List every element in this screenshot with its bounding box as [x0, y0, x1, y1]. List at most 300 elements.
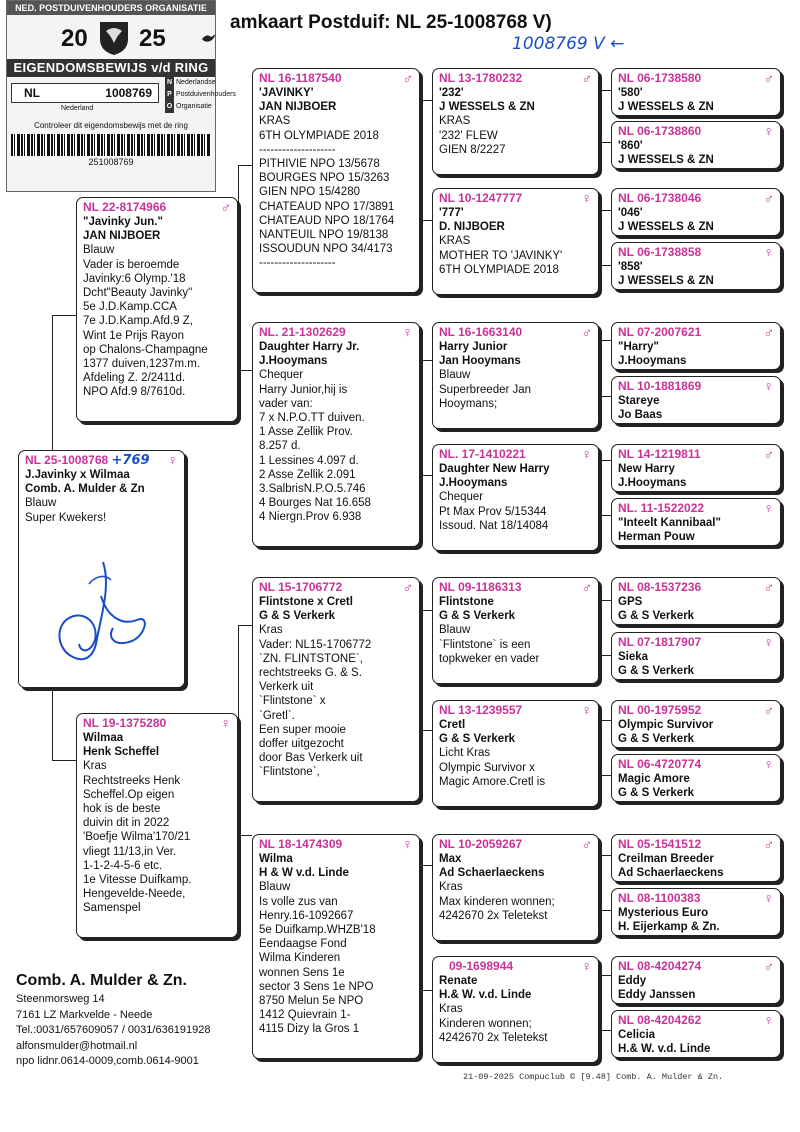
pigeon-detail-line: H & W v.d. Linde: [259, 867, 349, 880]
pigeon-detail-line: Celicia: [618, 1029, 656, 1041]
pigeon-detail-line: Javinky:6 Olymp.'18: [83, 272, 186, 285]
pedigree-connector: [601, 340, 602, 396]
pigeon-detail-line: JAN NIJBOER: [83, 230, 161, 243]
pedigree-connector: [238, 165, 239, 370]
ring-number: NL 08-4204274: [618, 959, 702, 973]
pedigree-connector: [601, 90, 611, 91]
male-icon: ♂: [763, 836, 774, 852]
pigeon-detail-line: '046': [618, 207, 643, 219]
ring-number: NL 10-2059267: [439, 837, 523, 851]
pigeon-detail-line: J WESSELS & ZN: [618, 101, 714, 114]
pigeon-card-g4-7[interactable]: [432, 834, 599, 941]
pigeon-detail-line: G & S Verkerk: [618, 665, 695, 678]
pedigree-connector: [601, 210, 611, 211]
pedigree-connector: [422, 730, 432, 731]
female-icon: ♀: [763, 634, 774, 650]
ring-number: NL 09-1186313: [439, 580, 522, 594]
pigeon-detail-line: 1 Asse Zellik Prov.: [259, 426, 353, 439]
barcode: [11, 134, 211, 156]
pigeon-card-g5-7[interactable]: [611, 444, 781, 492]
pedigree-connector: [238, 370, 252, 371]
pedigree-connector: [601, 142, 611, 143]
pigeon-detail-line: CHATEAUD NPO 18/1764: [259, 214, 395, 227]
pigeon-detail-line: sector 3 Sens 1e NPO: [259, 980, 374, 993]
ring-number: NL 06-1738858: [618, 245, 702, 259]
pigeon-card-g4-8[interactable]: [432, 956, 599, 1063]
ring-number: NL 16-1663140: [439, 325, 523, 339]
pigeon-card-g5-2[interactable]: [611, 121, 781, 169]
pigeon-name: J.Javinky x Wilmaa: [25, 469, 130, 481]
pigeon-detail-line: Stareye: [618, 395, 660, 407]
pigeon-detail-line: 4115 Dizy la Gros 1: [259, 1023, 360, 1036]
pedigree-connector: [601, 90, 602, 142]
pigeon-detail-line: hok is de beste: [83, 803, 161, 816]
male-icon: ♂: [763, 958, 774, 974]
male-icon: ♂: [763, 702, 774, 718]
pigeon-detail-line: Hooymans;: [439, 397, 498, 410]
pigeon-card-sire[interactable]: [76, 197, 238, 422]
pigeon-card-g5-8[interactable]: [611, 498, 781, 546]
ring-number: NL 08-1537236: [618, 580, 702, 594]
pigeon-detail-line: wonnen Sens 1e: [259, 966, 345, 979]
male-icon: ♂: [763, 70, 774, 86]
pigeon-detail-line: Blauw: [259, 881, 291, 894]
pedigree-connector: [422, 865, 423, 990]
pigeon-detail-line: GPS: [618, 596, 643, 608]
pigeon-detail-line: Wint 1e Prijs Rayon: [83, 329, 184, 342]
pigeon-detail-line: op Chalons-Champagne: [83, 343, 208, 356]
pedigree-connector: [601, 655, 611, 656]
ring-number: 09-1698944: [449, 959, 514, 973]
pigeon-detail-line: Een super mooie: [259, 723, 346, 736]
pedigree-connector: [422, 610, 423, 730]
ownership-certificate: [6, 0, 236, 192]
pigeon-detail-line: door Bas Verkerk uit: [259, 752, 363, 765]
pigeon-detail-line: 'JAVINKY': [259, 87, 314, 99]
pigeon-owner: Comb. A. Mulder & Zn: [25, 483, 145, 496]
ring-number: NL 10-1247777: [439, 191, 523, 205]
ring-number: NL 08-4204262: [618, 1013, 702, 1027]
pigeon-color: Blauw: [25, 497, 57, 510]
pigeon-detail-line: Daughter New Harry: [439, 463, 550, 475]
pigeon-detail-line: Chequer: [439, 491, 484, 504]
pigeon-card-g4-5[interactable]: [432, 577, 599, 684]
pigeon-card-g5-15[interactable]: [611, 956, 781, 1004]
pedigree-connector: [422, 360, 432, 361]
female-icon: ♀: [763, 756, 774, 772]
pigeon-detail-line: Pt Max Prov 5/15344: [439, 505, 547, 518]
pigeon-detail-line: 4 Niergn.Prov 6.938: [259, 511, 362, 524]
ring-number: NL 06-1738046: [618, 191, 702, 205]
pigeon-detail-line: `Flintstone`,: [259, 766, 320, 779]
pigeon-detail-line: Vader is beroemde: [83, 258, 180, 271]
pigeon-detail-line: Harry Junior: [439, 341, 508, 353]
female-icon: ♀: [402, 836, 413, 852]
male-icon: ♂: [402, 579, 413, 595]
pedigree-connector: [601, 720, 611, 721]
ring-number: NL 14-1219811: [618, 447, 701, 461]
pigeon-detail-line: 1-1-2-4-5-6 etc.: [83, 859, 163, 872]
pigeon-detail-line: Olympic Survivor: [618, 719, 714, 731]
pedigree-connector: [601, 340, 611, 341]
pigeon-detail-line: Kras: [83, 760, 107, 773]
pigeon-card-granddam-sire[interactable]: [252, 322, 420, 547]
pigeon-detail-line: Max kinderen wonnen;: [439, 895, 555, 908]
female-icon: ♀: [402, 324, 413, 340]
pedigree-connector: [422, 990, 432, 991]
pigeon-detail-line: Renate: [439, 975, 478, 987]
pigeon-detail-line: Olympic Survivor x: [439, 761, 535, 774]
pigeon-detail-line: `ZN. FLINTSTONE`,: [259, 652, 363, 665]
pigeon-detail-line: Rechtstreeks Henk: [83, 774, 181, 787]
breeder-info: [16, 970, 211, 1070]
pigeon-card-g4-1[interactable]: [432, 68, 599, 175]
pigeon-card-subject[interactable]: [18, 450, 185, 688]
pedigree-connector: [601, 265, 611, 266]
dove-icon: [201, 31, 217, 49]
pigeon-detail-line: '232': [439, 87, 464, 99]
pigeon-card-g5-1[interactable]: [611, 68, 781, 116]
male-icon: ♂: [402, 70, 413, 86]
pigeon-detail-line: D. NIJBOER: [439, 221, 505, 234]
pigeon-detail-line: G & S Verkerk: [259, 610, 336, 623]
female-icon: ♀: [763, 244, 774, 260]
pedigree-connector: [601, 1030, 611, 1031]
pedigree-connector: [422, 100, 432, 101]
pigeon-detail-line: J.Hooymans: [618, 477, 687, 490]
pedigree-connector: [601, 720, 602, 775]
pedigree-connector: [601, 975, 611, 976]
pigeon-card-g5-11[interactable]: [611, 700, 781, 748]
pigeon-detail-line: J WESSELS & ZN: [618, 221, 714, 234]
pigeon-detail-line: G & S Verkerk: [618, 733, 695, 746]
pigeon-card-g4-2[interactable]: [432, 188, 599, 295]
pigeon-detail-line: Blauw: [83, 244, 115, 257]
pigeon-detail-line: 6TH OLYMPIADE 2018: [439, 263, 559, 276]
male-icon: ♂: [581, 579, 592, 595]
pigeon-detail-line: Sieka: [618, 651, 649, 663]
signature-icon: [41, 556, 161, 676]
female-icon: ♀: [581, 446, 592, 462]
ring-number: NL 13-1780232: [439, 71, 523, 85]
pigeon-detail-line: "Inteelt Kannibaal": [618, 517, 721, 529]
female-icon: ♀: [581, 190, 592, 206]
pigeon-detail-line: Blauw: [439, 624, 471, 637]
female-icon: ♀: [763, 890, 774, 906]
pigeon-detail-line: Cretl: [439, 719, 466, 731]
pigeon-detail-line: Scheffel.Op eigen: [83, 788, 175, 801]
pedigree-connector: [422, 360, 423, 475]
ring-number: NL 07-1817907: [618, 635, 702, 649]
pigeon-detail-line: doffer uitgezocht: [259, 738, 344, 751]
pigeon-detail-line: Verkerk uit: [259, 681, 314, 694]
ring-number: NL 00-1975952: [618, 703, 702, 717]
pigeon-detail-line: '858': [618, 261, 643, 273]
pigeon-card-g5-6[interactable]: [611, 376, 781, 424]
male-icon: ♂: [581, 836, 592, 852]
pigeon-detail-line: 3.SalbrisN.P.O.5.746: [259, 483, 366, 496]
pigeon-detail-line: J.Hooymans: [439, 477, 508, 490]
pigeon-detail-line: 8.257 d.: [259, 440, 301, 453]
pigeon-detail-line: BOURGES NPO 15/3263: [259, 172, 390, 185]
pigeon-detail-line: 1377 duiven,1237m.m.: [83, 358, 200, 371]
pigeon-card-grandsire-sire[interactable]: [252, 68, 420, 293]
pigeon-card-g5-4[interactable]: [611, 242, 781, 290]
pedigree-connector: [601, 855, 602, 910]
pigeon-card-g5-9[interactable]: [611, 577, 781, 625]
pedigree-connector: [52, 315, 53, 465]
cert-title: EIGENDOMSBEWIJS v/d RING: [7, 59, 215, 77]
pedigree-connector: [601, 975, 602, 1030]
pigeon-detail-line: Kras: [439, 881, 463, 894]
ring-number: NL. 21-1302629: [259, 325, 346, 339]
pigeon-detail-line: '860': [618, 140, 643, 152]
crest-icon: [97, 19, 131, 62]
pigeon-detail-line: vader van:: [259, 397, 313, 410]
pigeon-card-dam[interactable]: [76, 713, 238, 938]
pigeon-detail-line: `Flintstone` x: [259, 695, 326, 708]
pigeon-detail-line: G & S Verkerk: [618, 610, 695, 623]
ring-number: NL 05-1541512: [618, 837, 702, 851]
pigeon-detail-line: Wilma Kinderen: [259, 952, 341, 965]
male-icon: ♂: [220, 199, 231, 215]
pigeon-detail-line: G & S Verkerk: [618, 787, 695, 800]
ring-number: NL 19-1375280: [83, 716, 167, 730]
pigeon-card-g4-6[interactable]: [432, 700, 599, 807]
male-icon: ♂: [581, 70, 592, 86]
handwritten-ring-correction: 1008769 V ←: [512, 34, 625, 54]
pigeon-detail-line: Wilma: [259, 853, 293, 865]
pigeon-detail-line: Creilman Breeder: [618, 853, 714, 865]
pedigree-connector: [601, 775, 611, 776]
pigeon-detail-line: 5e J.D.Kamp.CCA: [83, 301, 177, 314]
pigeon-detail-line: topkweker en vader: [439, 652, 540, 665]
male-icon: ♂: [763, 190, 774, 206]
ring-number: NL. 11-1522022: [618, 501, 705, 515]
pigeon-detail-line: J WESSELS & ZN: [618, 275, 714, 288]
pigeon-detail-line: Dcht"Beauty Javinky": [83, 287, 193, 300]
pigeon-card-granddam-dam[interactable]: [252, 834, 420, 1059]
cert-country: NL: [24, 86, 40, 100]
pigeon-detail-line: Blauw: [439, 369, 471, 382]
pigeon-detail-line: 4242670 2x Teletekst: [439, 1031, 548, 1044]
pigeon-detail-line: Hengevelde-Neede,: [83, 888, 186, 901]
pigeon-detail-line: NANTEUIL NPO 19/8138: [259, 229, 389, 242]
cert-side-label: N Nederlandse P Postduivenhouders O Organisatie: [165, 77, 236, 113]
pigeon-detail-line: `Flintstone` is een: [439, 638, 531, 651]
ring-number: NL 08-1100383: [618, 891, 701, 905]
breeder-email[interactable]: alfonsmulder@hotmail.nl: [16, 1039, 138, 1052]
pigeon-detail-line: Max: [439, 853, 462, 865]
female-icon: ♀: [763, 500, 774, 516]
pigeon-detail-line: Chequer: [259, 369, 304, 382]
pigeon-card-g5-16[interactable]: [611, 1010, 781, 1058]
pedigree-connector: [601, 460, 602, 515]
pigeon-card-g5-13[interactable]: [611, 834, 781, 882]
pigeon-detail-line: Eddy Janssen: [618, 989, 696, 1002]
pigeon-detail-line: PITHIVIE NPO 13/5678: [259, 158, 380, 171]
pigeon-detail-line: J WESSELS & ZN: [439, 101, 535, 114]
pigeon-detail-line: H. Eijerkamp & Zn.: [618, 921, 720, 934]
male-icon: ♂: [581, 324, 592, 340]
pedigree-connector: [601, 460, 611, 461]
pigeon-detail-line: 7 x N.P.O.TT duiven.: [259, 412, 365, 425]
pedigree-connector: [52, 315, 76, 316]
pigeon-card-g5-3[interactable]: [611, 188, 781, 236]
pedigree-connector: [422, 610, 432, 611]
pedigree-connector: [601, 600, 602, 655]
pedigree-connector: [422, 100, 423, 220]
male-icon: ♂: [763, 579, 774, 595]
ring-number: NL 16-1187540: [259, 71, 342, 85]
pigeon-detail-line: J WESSELS & ZN: [618, 154, 714, 167]
pigeon-detail-line: Henk Scheffel: [83, 746, 160, 759]
pedigree-connector: [601, 855, 611, 856]
ring-number: NL. 17-1410221: [439, 447, 526, 461]
ring-number: NL 06-4720774: [618, 757, 702, 771]
pedigree-connector: [238, 835, 252, 836]
pigeon-detail-line: 4242670 2x Teletekst: [439, 909, 548, 922]
pigeon-detail-line: KRAS: [439, 235, 471, 248]
pigeon-detail-line: Is volle zus van: [259, 895, 338, 908]
pigeon-detail-line: 4 Bourges Nat 16.658: [259, 497, 371, 510]
pigeon-detail-line: 7e J.D.Kamp.Afd.9 Z,: [83, 315, 193, 328]
pigeon-detail-line: vliegt 11/13,in Ver.: [83, 845, 177, 858]
breeder-phone: Tel.:0031/657609057 / 0031/636191928: [16, 1024, 211, 1036]
pigeon-detail-line: J.Hooymans: [618, 355, 687, 368]
pigeon-detail-line: 1e Vitesse Duifkamp.: [83, 874, 192, 887]
pigeon-detail-line: 1 Lessines 4.097 d.: [259, 454, 359, 467]
male-icon: ♂: [763, 446, 774, 462]
pigeon-detail-line: Kinderen wonnen;: [439, 1017, 532, 1030]
ring-number: NL 15-1706772: [259, 580, 343, 594]
cert-year-right: 25: [139, 25, 166, 52]
pigeon-detail-line: Daughter Harry Jr.: [259, 341, 360, 353]
pigeon-detail-line: 2 Asse Zellik 2.091: [259, 468, 356, 481]
cert-check-text: Controleer dit eigendomsbewijs met de ring: [34, 121, 188, 130]
pigeon-detail-line: KRAS: [439, 115, 471, 128]
female-icon: ♀: [763, 123, 774, 139]
ring-number: NL 22-8174966: [83, 200, 167, 214]
pigeon-detail-line: '580': [618, 87, 643, 99]
pigeon-detail-line: Kras: [259, 624, 283, 637]
pigeon-card-g5-10[interactable]: [611, 632, 781, 680]
pigeon-detail-line: JAN NIJBOER: [259, 101, 337, 114]
male-icon: ♂: [763, 324, 774, 340]
pigeon-card-g5-12[interactable]: [611, 754, 781, 802]
pedigree-connector: [238, 625, 252, 626]
pigeon-card-g5-5[interactable]: [611, 322, 781, 370]
pigeon-card-g4-3[interactable]: [432, 322, 599, 429]
handwritten-ring-suffix: +769: [111, 453, 150, 468]
pigeon-detail-line: Flintstone x Cretl: [259, 596, 353, 608]
barcode-number: 251008769: [88, 157, 134, 167]
pigeon-detail-line: G & S Verkerk: [439, 733, 516, 746]
page-title: amkaart Postduif: NL 25-1008768 V): [230, 12, 552, 33]
pedigree-connector: [422, 865, 432, 866]
pigeon-detail-line: J.Hooymans: [259, 355, 328, 368]
pigeon-detail-line: "Harry": [618, 341, 659, 353]
ring-number: NL 25-1008768: [25, 453, 109, 467]
breeder-city: 7161 LZ Markvelde - Neede: [16, 1008, 153, 1021]
pigeon-detail-line: Wilmaa: [83, 732, 124, 744]
pigeon-detail-line: Kras: [439, 1003, 463, 1016]
breeder-name: Comb. A. Mulder & Zn.: [16, 972, 187, 989]
pigeon-detail-line: `Gretl`.: [259, 709, 295, 722]
breeder-membership: npo lidnr.0614-0009,comb.0614-9001: [16, 1055, 199, 1067]
pigeon-detail-line: KRAS: [259, 115, 291, 128]
pigeon-detail-line: "Javinky Jun.": [83, 216, 163, 228]
female-icon: ♀: [581, 702, 592, 718]
pedigree-connector: [601, 600, 611, 601]
pigeon-detail-line: H.& W. v.d. Linde: [618, 1043, 711, 1056]
cert-org: NED. POSTDUIVENHOUDERS ORGANISATIE: [7, 1, 215, 15]
pedigree-connector: [601, 910, 611, 911]
pigeon-detail-line: Mysterious Euro: [618, 907, 709, 919]
pigeon-detail-line: GIEN NPO 15/4280: [259, 186, 360, 199]
pigeon-detail-line: Eddy: [618, 975, 647, 987]
pigeon-detail-line: CHATEAUD NPO 17/3891: [259, 200, 395, 213]
pigeon-detail-line: Henry.16-1092667: [259, 909, 354, 922]
pigeon-detail-line: New Harry: [618, 463, 675, 475]
pigeon-detail-line: '777': [439, 207, 464, 219]
pigeon-detail-line: Ad Schaerlaeckens: [618, 867, 724, 880]
ring-number: NL 06-1738860: [618, 124, 702, 138]
pigeon-detail-line: Harry Junior,hij is: [259, 383, 348, 396]
cert-country-label: Nederland: [61, 105, 94, 112]
pigeon-detail-line: Superbreeder Jan: [439, 383, 532, 396]
pigeon-card-grandsire-dam[interactable]: [252, 577, 420, 802]
pigeon-detail-line: Afdeling Z. 2/2411d.: [83, 372, 186, 385]
pigeon-detail-line: Flintstone: [439, 596, 494, 608]
footer-print-info: 21-09-2025 Compuclub © [9.48] Comb. A. Mulder & Zn.: [463, 1072, 724, 1082]
pedigree-connector: [601, 210, 602, 265]
female-icon: ♀: [220, 715, 231, 731]
pigeon-detail-line: Jo Baas: [618, 409, 663, 422]
pedigree-connector: [601, 396, 611, 397]
pigeon-detail-line: Jan Hooymans: [439, 355, 521, 368]
pigeon-detail-line: Issoud. Nat 18/14084: [439, 519, 549, 532]
ring-number: NL 10-1881869: [618, 379, 702, 393]
pigeon-detail-line: NPO Afd.9 8/7610d.: [83, 386, 186, 399]
pigeon-detail-line: 'Boefje Wilma'170/21: [83, 831, 191, 844]
female-icon: ♀: [763, 1012, 774, 1028]
pigeon-detail-line: Magic Amore.Cretl is: [439, 775, 546, 788]
pigeon-detail-line: 5e Duifkamp.WHZB'18: [259, 924, 376, 937]
female-icon: ♀: [763, 378, 774, 394]
pigeon-detail-line: H.& W. v.d. Linde: [439, 989, 532, 1002]
pigeon-detail-line: rechtstreeks G. & S.: [259, 667, 362, 680]
pedigree-connector: [238, 165, 252, 166]
pigeon-detail-line: 6TH OLYMPIADE 2018: [259, 129, 379, 142]
pigeon-detail-line: Licht Kras: [439, 747, 491, 760]
pedigree-connector: [422, 475, 432, 476]
cert-ring-number: 1008769: [105, 86, 152, 100]
pedigree-connector: [238, 625, 239, 835]
pigeon-detail-line: MOTHER TO 'JAVINKY': [439, 249, 563, 262]
pigeon-detail-line: GIEN 8/2227: [439, 143, 506, 156]
pigeon-detail-line: G & S Verkerk: [439, 610, 516, 623]
ring-number: NL 07-2007621: [618, 325, 702, 339]
pedigree-connector: [422, 220, 432, 221]
ring-number: NL 13-1239557: [439, 703, 523, 717]
pigeon-detail-line: '232' FLEW: [439, 129, 498, 142]
pedigree-connector: [52, 760, 76, 761]
pigeon-card-g5-14[interactable]: [611, 888, 781, 936]
pigeon-detail-line: Magic Amore: [618, 773, 690, 785]
female-icon: ♀: [167, 452, 178, 468]
pigeon-card-g4-4[interactable]: [432, 444, 599, 551]
